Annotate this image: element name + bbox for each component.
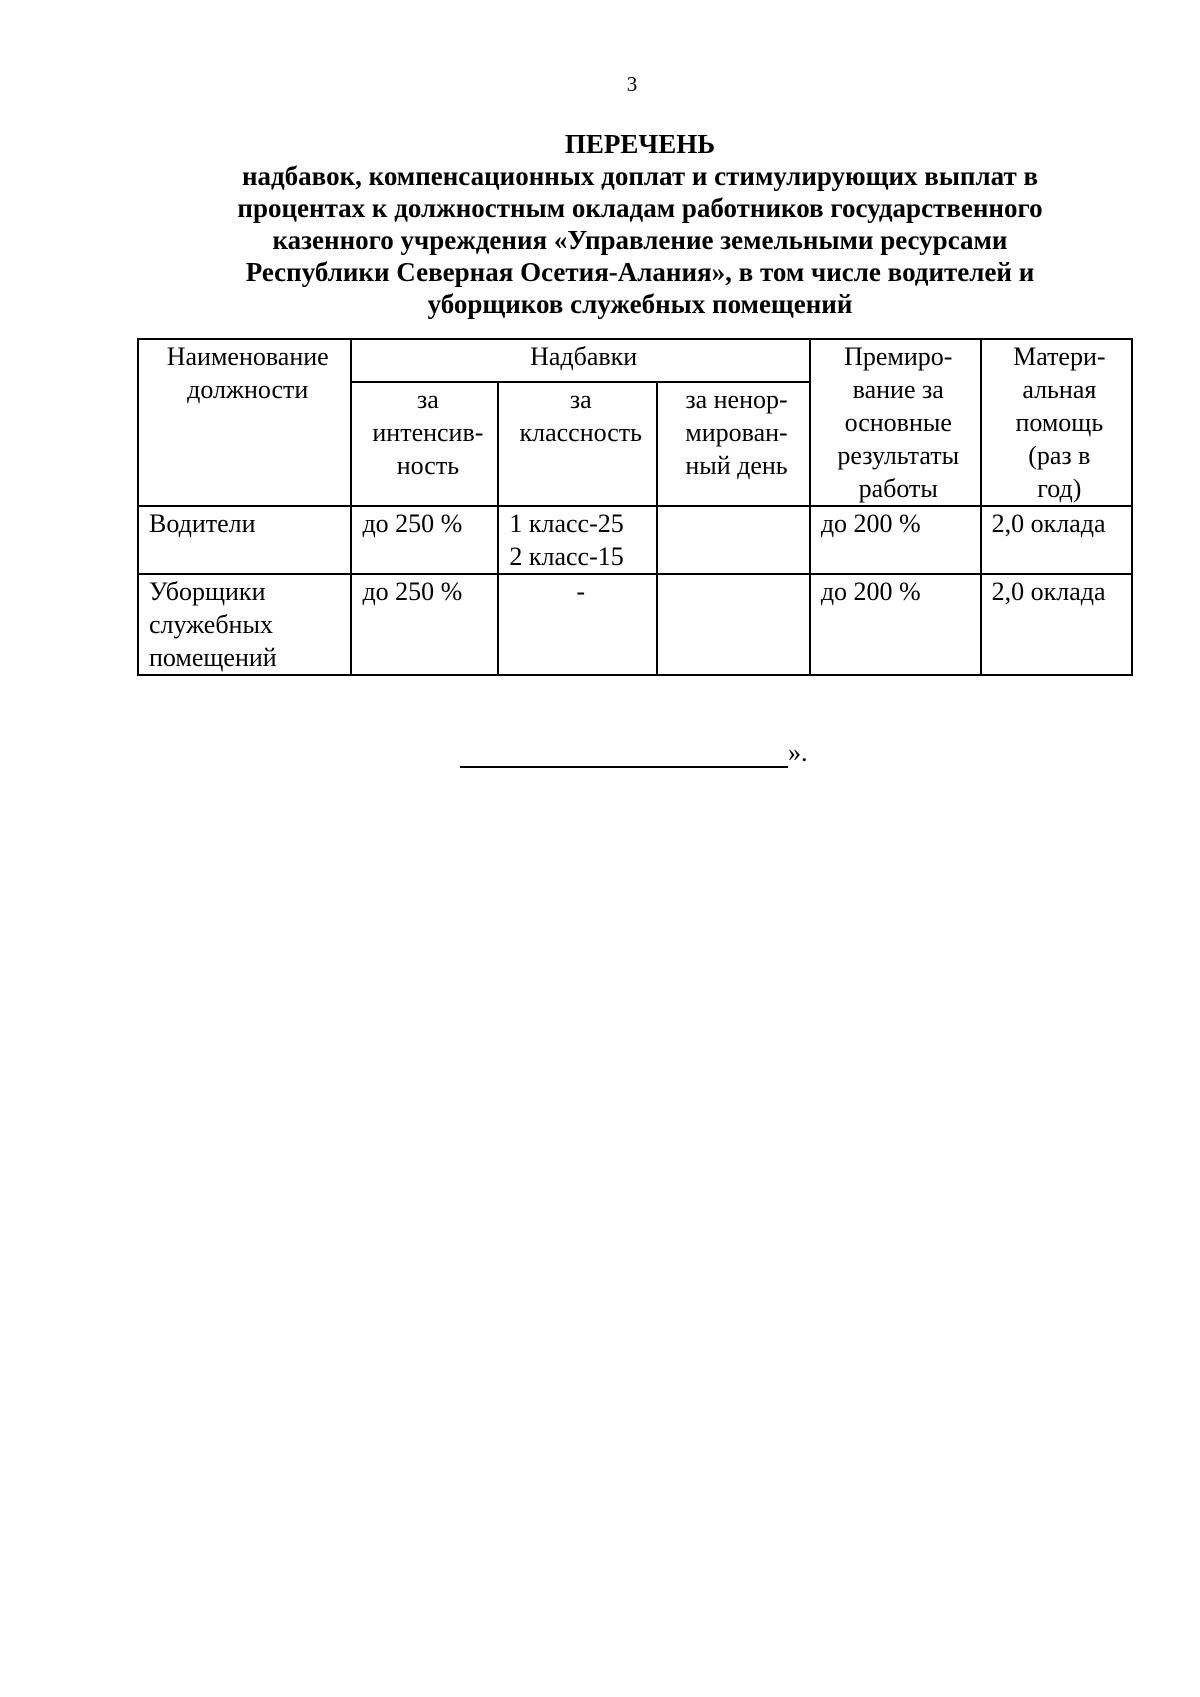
header-intensity: за интенсив- ность	[351, 382, 498, 506]
cell-position: Водители	[138, 506, 351, 574]
title-line-4: Республики Северная Осетия-Алания», в том числе водителей и	[245, 257, 1035, 287]
cell-class-rank: 1 класс-25 2 класс-15	[498, 506, 657, 574]
header-allowances-group: Надбавки	[351, 339, 809, 382]
cell-position: Уборщики служебных помещений	[138, 574, 351, 675]
cell-irregular-day	[657, 574, 810, 675]
title-heading: ПЕРЕЧЕНЬ	[564, 129, 716, 159]
table-row-cleaners	[138, 574, 1132, 675]
allowances-table	[137, 338, 1133, 676]
cell-material-aid: 2,0 оклада	[981, 574, 1132, 675]
header-position: Наименование должности	[138, 339, 351, 506]
header-material-aid: Матери- альная помощь (раз в год)	[981, 339, 1132, 506]
header-irregular-day: за ненор- мирован- ный день	[657, 382, 810, 506]
cell-intensity: до 250 %	[351, 574, 498, 675]
page-number: 3	[626, 72, 638, 96]
title-line-1: надбавок, компенсационных доплат и стимулирующих выплат в	[241, 161, 1039, 191]
header-class-rank: за классность	[498, 382, 657, 506]
cell-irregular-day	[657, 506, 810, 574]
closing-quote-mark: ».	[788, 738, 808, 767]
title-line-5: уборщиков служебных помещений	[427, 289, 853, 319]
cell-intensity: до 250 %	[351, 506, 498, 574]
cell-class-rank: -	[498, 574, 657, 675]
header-bonus: Премиро- вание за основные результаты работы	[810, 339, 981, 506]
cell-bonus: до 200 %	[810, 574, 981, 675]
signature-underline	[460, 740, 788, 768]
title-line-2: процентах к должностным окладам работников государственного	[237, 193, 1043, 223]
table-header-row	[138, 339, 1132, 382]
cell-bonus: до 200 %	[810, 506, 981, 574]
title-line-3: казенного учреждения «Управление земельными ресурсами	[272, 225, 1008, 255]
table-row-drivers	[138, 506, 1132, 574]
cell-material-aid: 2,0 оклада	[981, 506, 1132, 574]
closing-line	[460, 738, 808, 768]
document-title	[150, 128, 1130, 320]
